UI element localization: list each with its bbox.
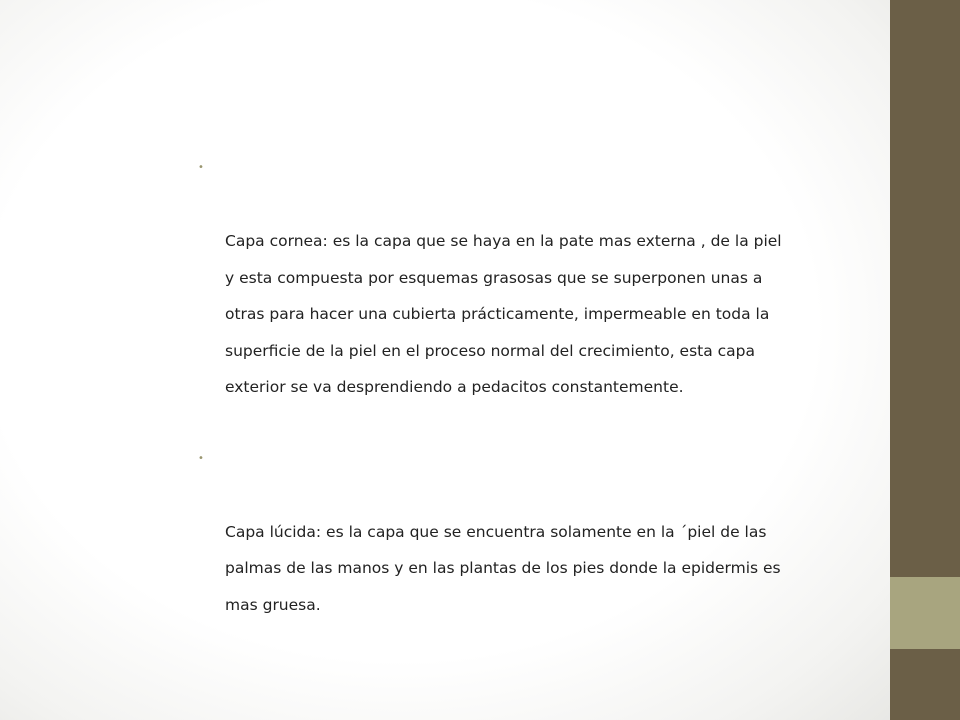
bullet-item-capa-lucida	[198, 441, 838, 624]
bullet-icon: •	[198, 162, 204, 173]
side-bar-bottom	[890, 649, 960, 720]
bullet-text: Capa cornea: es la capa que se haya en la pate mas externa , de la piel y esta compuesta por esquemas grasosas que se superponen unas a otras para hacer una cubierta prácticamente, impermeable en toda la superficie de la piel en el proceso normal del crecimiento, esta capa exterior se va desprendiendo a pedacitos constantemente.	[225, 232, 782, 396]
side-bar-accent	[890, 577, 960, 649]
bullet-text: Capa lúcida: es la capa que se encuentra solamente en la ´piel de las palmas de las manos y en las plantas de los pies donde la epidermis es mas gruesa.	[225, 522, 781, 614]
bullet-item-capa-cornea	[198, 150, 838, 406]
bullet-icon: •	[198, 452, 204, 464]
bullet-list	[198, 150, 838, 623]
side-bar-top	[890, 0, 960, 577]
